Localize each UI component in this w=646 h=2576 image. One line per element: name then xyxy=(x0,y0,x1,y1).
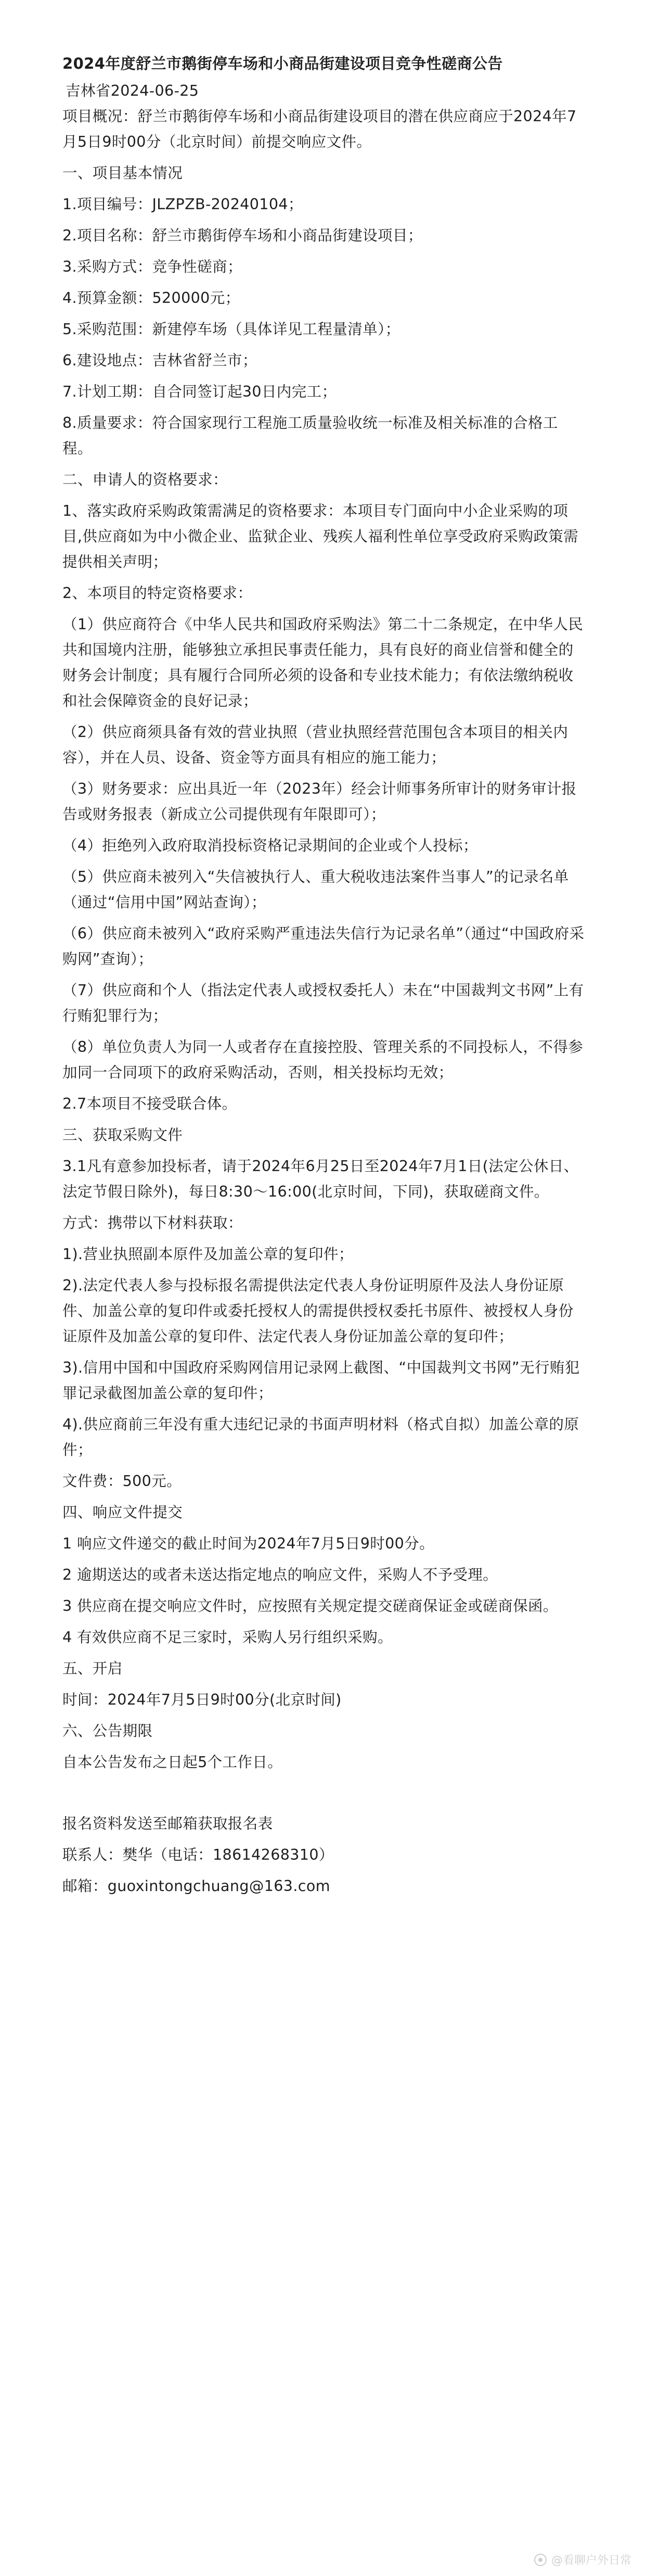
obtain-item: 2).法定代表人参与投标报名需提供法定代表人身份证明原件及法人身份证原件、加盖公章的复印件或委托授权人的需提供授权委托书原件、被授权人身份证原件及加盖公章的复印件、法定代表人身份证加盖公章的复印件； xyxy=(62,1277,574,1345)
announcement-document xyxy=(62,49,585,1905)
section-heading-notice-period: 六、公告期限 xyxy=(62,1722,153,1740)
spacer xyxy=(62,1781,585,1811)
contact-intro: 报名资料发送至邮箱获取报名表 xyxy=(62,1815,273,1832)
section-heading-obtain-documents: 三、获取采购文件 xyxy=(62,1126,183,1144)
contact-person: 联系人：樊华（电话：18614268310） xyxy=(62,1846,334,1863)
watermark-logo-icon xyxy=(534,2553,547,2567)
section-heading-qualifications: 二、申请人的资格要求： xyxy=(62,471,228,488)
basic-info-item: 8.质量要求：符合国家现行工程施工质量验收统一标准及相关标准的合格工程。 xyxy=(62,414,558,457)
qualification-item: 2、本项目的特定资格要求： xyxy=(62,585,253,602)
basic-info-item: 2.项目名称：舒兰市鹅街停车场和小商品街建设项目； xyxy=(62,227,423,244)
submission-item: 3 供应商在提交响应文件时，应按照有关规定提交磋商保证金或磋商保函。 xyxy=(62,1597,558,1615)
submission-item: 2 逾期送达的或者未送达指定地点的响应文件，采购人不予受理。 xyxy=(62,1566,498,1583)
obtain-item: 方式：携带以下材料获取： xyxy=(62,1214,243,1232)
section-heading-submission: 四、响应文件提交 xyxy=(62,1504,183,1521)
page-title: 2024年度舒兰市鹅街停车场和小商品街建设项目竞争性磋商公告 xyxy=(62,55,503,72)
opening-time: 时间：2024年7月5日9时00分(北京时间) xyxy=(62,1691,342,1708)
qualification-item: （4）拒绝列入政府取消投标资格记录期间的企业或个人投标； xyxy=(62,837,478,854)
section-heading-basic-info: 一、项目基本情况 xyxy=(62,164,183,182)
basic-info-item: 6.建设地点：吉林省舒兰市； xyxy=(62,352,257,369)
qualification-item: （6）供应商未被列入“政府采购严重违法失信行为记录名单”（通过“中国政府采购网”查询）； xyxy=(62,925,585,968)
qualification-item: （5）供应商未被列入“失信被执行人、重大税收违法案件当事人”的记录名单（通过“信用中国”网站查询）； xyxy=(62,868,569,911)
contact-email: 邮箱：guoxintongchuang@163.com xyxy=(62,1877,330,1895)
location-date: 吉林省2024-06-25 xyxy=(66,82,199,99)
obtain-item: 4).供应商前三年没有重大违纪记录的书面声明材料（格式自拟）加盖公章的原件； xyxy=(62,1416,579,1458)
obtain-item: 3.1凡有意参加投标者，请于2024年6月25日至2024年7月1日(法定公休日、法定节假日除外)，每日8:30～16:00(北京时间，下同)，获取磋商文件。 xyxy=(62,1158,579,1200)
qualification-item: （7）供应商和个人（指法定代表人或授权委托人）未在“中国裁判文书网”上有行贿犯罪行为； xyxy=(62,982,584,1024)
qualification-item: （1）供应商符合《中华人民共和国政府采购法》第二十二条规定，在中华人民共和国境内注册，能够独立承担民事责任能力，具有良好的商业信誉和健全的财务会计制度；具有履行合同所必须的设备和专业技术能力；有依法缴纳税收和社会保障资金的良好记录； xyxy=(62,616,584,709)
qualification-item: 2.7本项目不接受联合体。 xyxy=(62,1095,237,1112)
obtain-item: 文件费：500元。 xyxy=(62,1473,182,1490)
qualification-item: （3）财务要求：应出具近一年（2023年）经会计师事务所审计的财务审计报告或财务报表（新成立公司提供现有年限即可）； xyxy=(62,780,577,823)
section-heading-opening: 五、开启 xyxy=(62,1660,123,1677)
basic-info-item: 4.预算金额：520000元； xyxy=(62,289,240,307)
obtain-item: 1).营业执照副本原件及加盖公章的复印件； xyxy=(62,1246,354,1263)
watermark xyxy=(534,2552,631,2568)
obtain-item: 3).信用中国和中国政府采购网信用记录网上截图、“中国裁判文书网”无行贿犯罪记录截图加盖公章的复印件； xyxy=(62,1359,580,1402)
qualification-item: （2）供应商须具备有效的营业执照（营业执照经营范围包含本项目的相关内容），并在人员、设备、资金等方面具有相应的施工能力； xyxy=(62,724,569,766)
basic-info-item: 7.计划工期：自合同签订起30日内完工； xyxy=(62,383,337,400)
basic-info-item: 3.采购方式：竞争性磋商； xyxy=(62,258,242,275)
watermark-text: @看聊户外日常 xyxy=(551,2554,631,2567)
basic-info-item: 5.采购范围：新建停车场（具体详见工程量清单）； xyxy=(62,321,400,338)
submission-item: 1 响应文件递交的截止时间为2024年7月5日9时00分。 xyxy=(62,1535,434,1552)
notice-period-text: 自本公告发布之日起5个工作日。 xyxy=(62,1754,283,1771)
qualification-item: 1、落实政府采购政策需满足的资格要求：本项目专门面向中小企业采购的项目,供应商如为中小微企业、监狱企业、残疾人福利性单位享受政府采购政策需提供相关声明； xyxy=(62,502,579,570)
submission-item: 4 有效供应商不足三家时，采购人另行组织采购。 xyxy=(62,1629,393,1646)
basic-info-item: 1.项目编号：JLZPZB-20240104； xyxy=(62,196,303,213)
project-overview: 项目概况：舒兰市鹅街停车场和小商品街建设项目的潜在供应商应于2024年7月5日9时00分（北京时间）前提交响应文件。 xyxy=(62,108,577,150)
qualification-item: （8）单位负责人为同一人或者存在直接控股、管理关系的不同投标人，不得参加同一合同项下的政府采购活动，否则，相关投标均无效； xyxy=(62,1038,584,1081)
